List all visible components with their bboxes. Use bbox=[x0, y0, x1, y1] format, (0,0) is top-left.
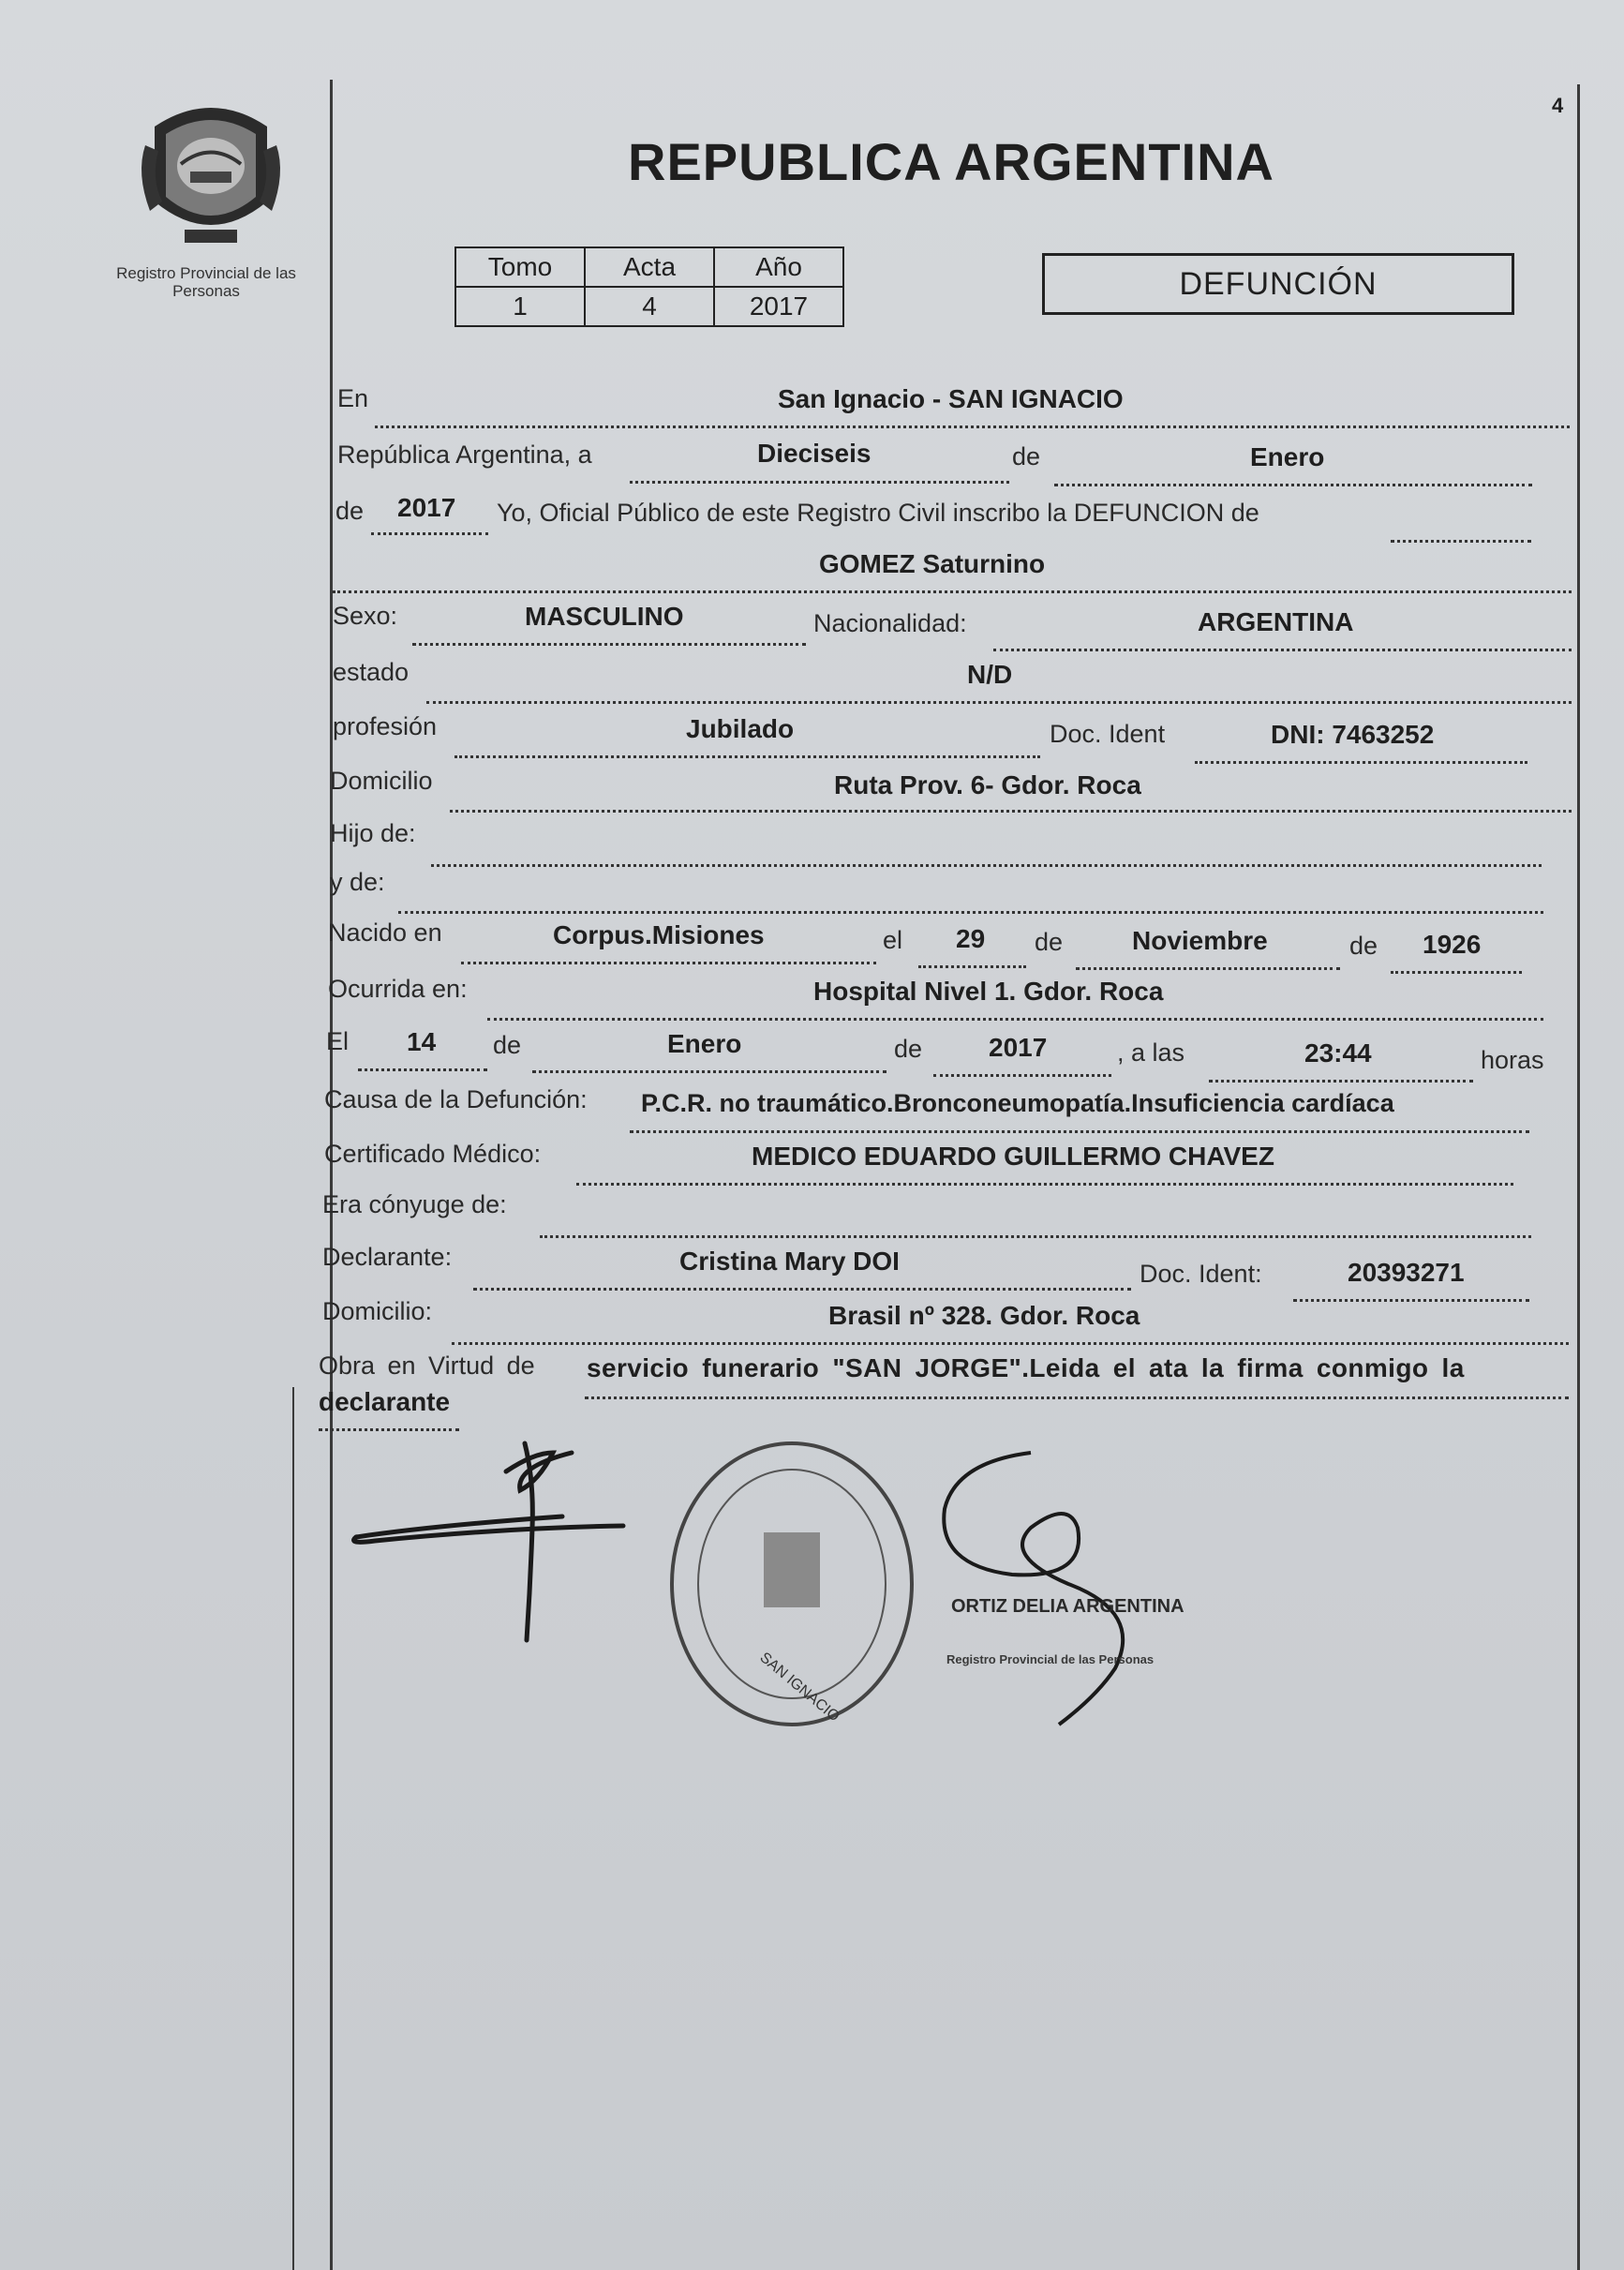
field-tail-line bbox=[1391, 506, 1531, 543]
right-margin-line bbox=[1577, 84, 1580, 2270]
label-en: En bbox=[337, 384, 369, 412]
left-margin-line bbox=[330, 80, 333, 2270]
label-declarante: Declarante: bbox=[322, 1243, 453, 1271]
certificate-value: MEDICO EDUARDO GUILLERMO CHAVEZ bbox=[752, 1142, 1274, 1171]
agency-name: Registro Provincial de las Personas bbox=[116, 264, 296, 300]
birth-place-value: Corpus.Misiones bbox=[553, 920, 765, 949]
label-conyuge: Era cónyuge de: bbox=[322, 1190, 507, 1218]
label-de-2: de bbox=[335, 497, 365, 525]
doc-id-value: DNI: 7463252 bbox=[1271, 720, 1435, 749]
basis-value-line1: servicio funerario "SAN JORGE".Leida el ata la firma conmigo la bbox=[587, 1353, 1465, 1382]
label-causa: Causa de la Defunción: bbox=[324, 1085, 588, 1113]
birth-day-value: 29 bbox=[956, 924, 986, 953]
declarant-signature bbox=[354, 1443, 624, 1640]
page-number: 4 bbox=[1552, 94, 1564, 117]
death-time-value: 23:44 bbox=[1304, 1038, 1372, 1068]
document-type-box: DEFUNCIÓN bbox=[1042, 253, 1514, 315]
label-doc-ident-2: Doc. Ident: bbox=[1140, 1260, 1262, 1288]
death-year-value: 2017 bbox=[989, 1033, 1048, 1062]
registry-value-ano: 2017 bbox=[714, 287, 843, 326]
label-de-4: de bbox=[1349, 932, 1378, 960]
deceased-name: GOMEZ Saturnino bbox=[819, 549, 1046, 578]
civil-status-value: N/D bbox=[967, 660, 1013, 689]
label-y-de: y de: bbox=[330, 868, 385, 896]
label-republica: República Argentina, a bbox=[337, 441, 592, 469]
label-estado: estado bbox=[333, 658, 410, 686]
label-de-3: de bbox=[1035, 928, 1064, 956]
left-margin-line-lower bbox=[292, 1387, 294, 2270]
registry-value-tomo: 1 bbox=[455, 287, 585, 326]
death-month-value: Enero bbox=[667, 1029, 742, 1058]
year-value: 2017 bbox=[397, 493, 456, 522]
field-father-line bbox=[431, 830, 1542, 867]
label-sexo: Sexo: bbox=[333, 602, 398, 630]
label-domicilio: Domicilio bbox=[330, 767, 433, 795]
label-el: el bbox=[883, 926, 903, 954]
round-seal-stamp bbox=[672, 1443, 912, 1725]
field-spouse-line bbox=[540, 1202, 1531, 1238]
profession-value: Jubilado bbox=[686, 714, 795, 743]
label-obra-en-virtud: Obra en Virtud de bbox=[319, 1352, 535, 1380]
registry-value-acta: 4 bbox=[585, 287, 714, 326]
label-yo-oficial: Yo, Oficial Público de este Registro Civil inscribo la DEFUNCION de bbox=[497, 499, 1259, 527]
label-de-1: de bbox=[1012, 442, 1041, 470]
place-value: San Ignacio - SAN IGNACIO bbox=[778, 384, 1124, 413]
label-nacionalidad: Nacionalidad: bbox=[813, 609, 967, 637]
label-profesion: profesión bbox=[333, 712, 438, 740]
field-mother-line bbox=[398, 877, 1543, 914]
declarant-value: Cristina Mary DOI bbox=[679, 1247, 900, 1276]
label-horas: horas bbox=[1481, 1046, 1544, 1074]
label-certificado: Certificado Médico: bbox=[324, 1140, 542, 1168]
official-signature bbox=[944, 1453, 1123, 1725]
signatures-and-seals bbox=[319, 1425, 1293, 1762]
label-domicilio-2: Domicilio: bbox=[322, 1297, 433, 1325]
declarant-doc-value: 20393271 bbox=[1348, 1258, 1465, 1287]
label-hijo-de: Hijo de: bbox=[330, 819, 416, 847]
registry-header-acta: Acta bbox=[585, 247, 714, 287]
round-seal-text: SAN IGNACIO bbox=[756, 1650, 842, 1725]
birth-year-value: 1926 bbox=[1423, 930, 1482, 959]
label-a-las: , a las bbox=[1117, 1038, 1185, 1067]
label-ocurrida-en: Ocurrida en: bbox=[328, 975, 468, 1003]
label-de-5: de bbox=[493, 1031, 522, 1059]
sex-value: MASCULINO bbox=[525, 602, 684, 631]
registry-table bbox=[454, 246, 844, 327]
declarant-address-value: Brasil nº 328. Gdor. Roca bbox=[828, 1301, 1140, 1330]
label-de-6: de bbox=[894, 1035, 923, 1063]
address-value: Ruta Prov. 6- Gdor. Roca bbox=[834, 770, 1141, 799]
death-place-value: Hospital Nivel 1. Gdor. Roca bbox=[813, 977, 1164, 1006]
official-name-stamp: ORTIZ DELIA ARGENTINA bbox=[951, 1596, 1184, 1617]
death-day-value: 14 bbox=[407, 1027, 437, 1056]
document-title: REPUBLICA ARGENTINA bbox=[628, 132, 1274, 191]
province-coat-of-arms-logo bbox=[136, 89, 286, 248]
official-office-stamp: Registro Provincial de las Personas bbox=[946, 1652, 1155, 1666]
label-nacido-en: Nacido en bbox=[328, 918, 442, 947]
label-el-2: El bbox=[326, 1027, 350, 1055]
registry-header-ano: Año bbox=[714, 247, 843, 287]
day-value: Dieciseis bbox=[757, 439, 872, 468]
month-value: Enero bbox=[1250, 442, 1325, 471]
label-doc-ident: Doc. Ident bbox=[1050, 720, 1166, 748]
basis-value-line2: declarante bbox=[319, 1387, 451, 1416]
registry-header-tomo: Tomo bbox=[455, 247, 585, 287]
cause-value: P.C.R. no traumático.Bronconeumopatía.Insuficiencia cardíaca bbox=[641, 1089, 1394, 1117]
nationality-value: ARGENTINA bbox=[1198, 607, 1354, 636]
birth-month-value: Noviembre bbox=[1132, 926, 1268, 955]
